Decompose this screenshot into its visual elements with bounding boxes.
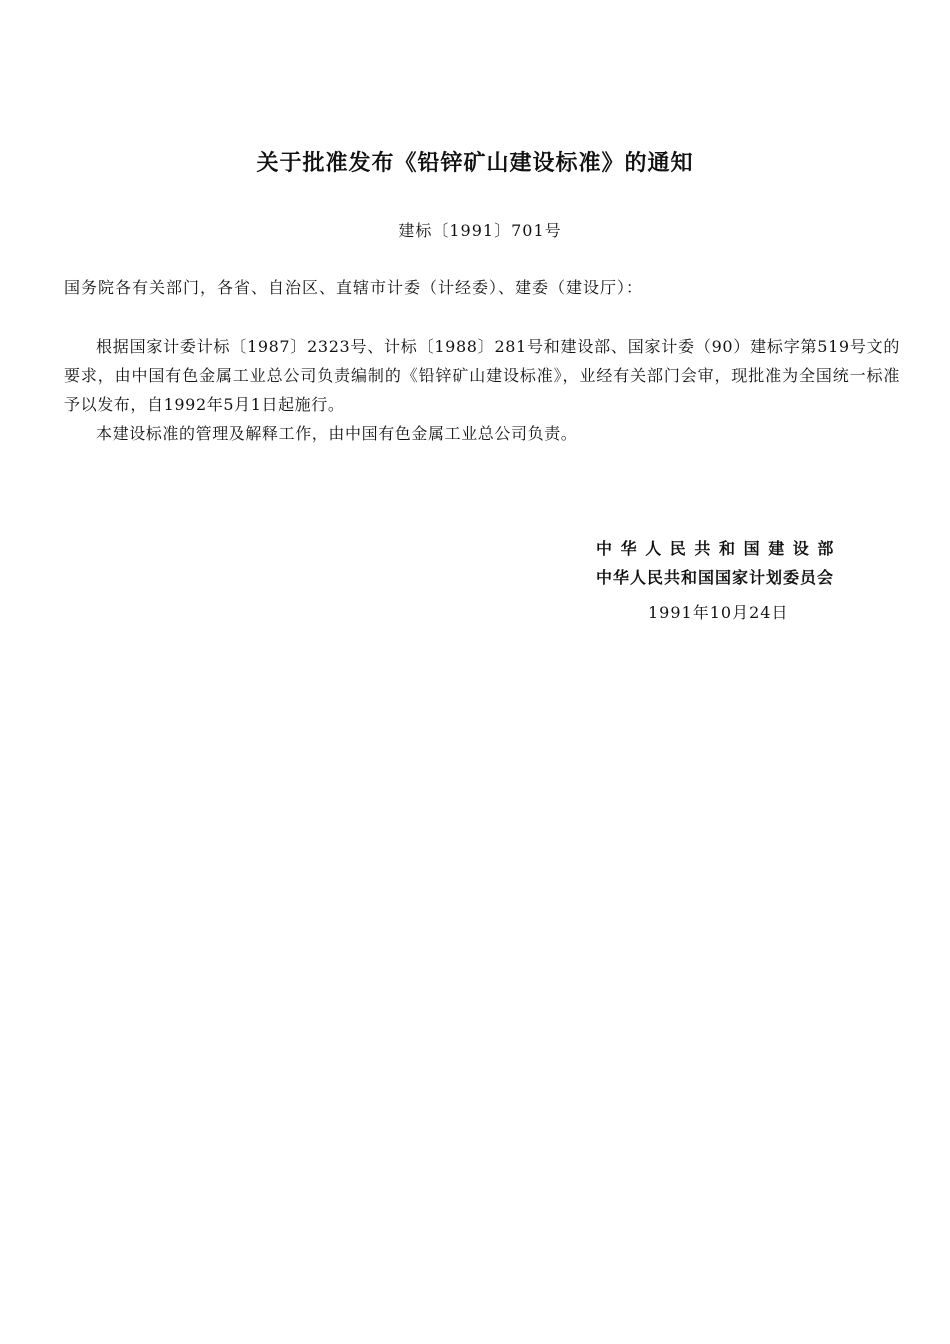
notice-title: 关于批准发布《铅锌矿山建设标准》的通知 xyxy=(256,151,694,176)
issuer-block xyxy=(596,534,842,592)
body-paragraph: 根据国家计委计标〔1987〕2323号、计标〔1988〕281号和建设部、国家计委（90）建标字第519号文的要求，由中国有色金属工业总公司负责编制的《铅锌矿山建设标准》，业经有关部门会审，现批准为全国统一标准予以发布，自1992年5月1日起施行。 xyxy=(64,337,900,414)
issuer-state-planning-commission: 中华人民共和国国家计划委员会 xyxy=(596,568,835,587)
body-paragraph: 本建设标准的管理及解释工作，由中国有色金属工业总公司负责。 xyxy=(96,424,578,443)
document-number: 建标〔1991〕701号 xyxy=(398,221,562,240)
salutation: 国务院各有关部门，各省、自治区、直辖市计委（计经委）、建委（建设厅）： xyxy=(64,278,644,297)
issuer-ministry-of-construction: 中华人民共和国建设部 xyxy=(596,539,843,558)
issue-date: 1991年10月24日 xyxy=(648,603,789,622)
notice-body xyxy=(64,332,900,448)
